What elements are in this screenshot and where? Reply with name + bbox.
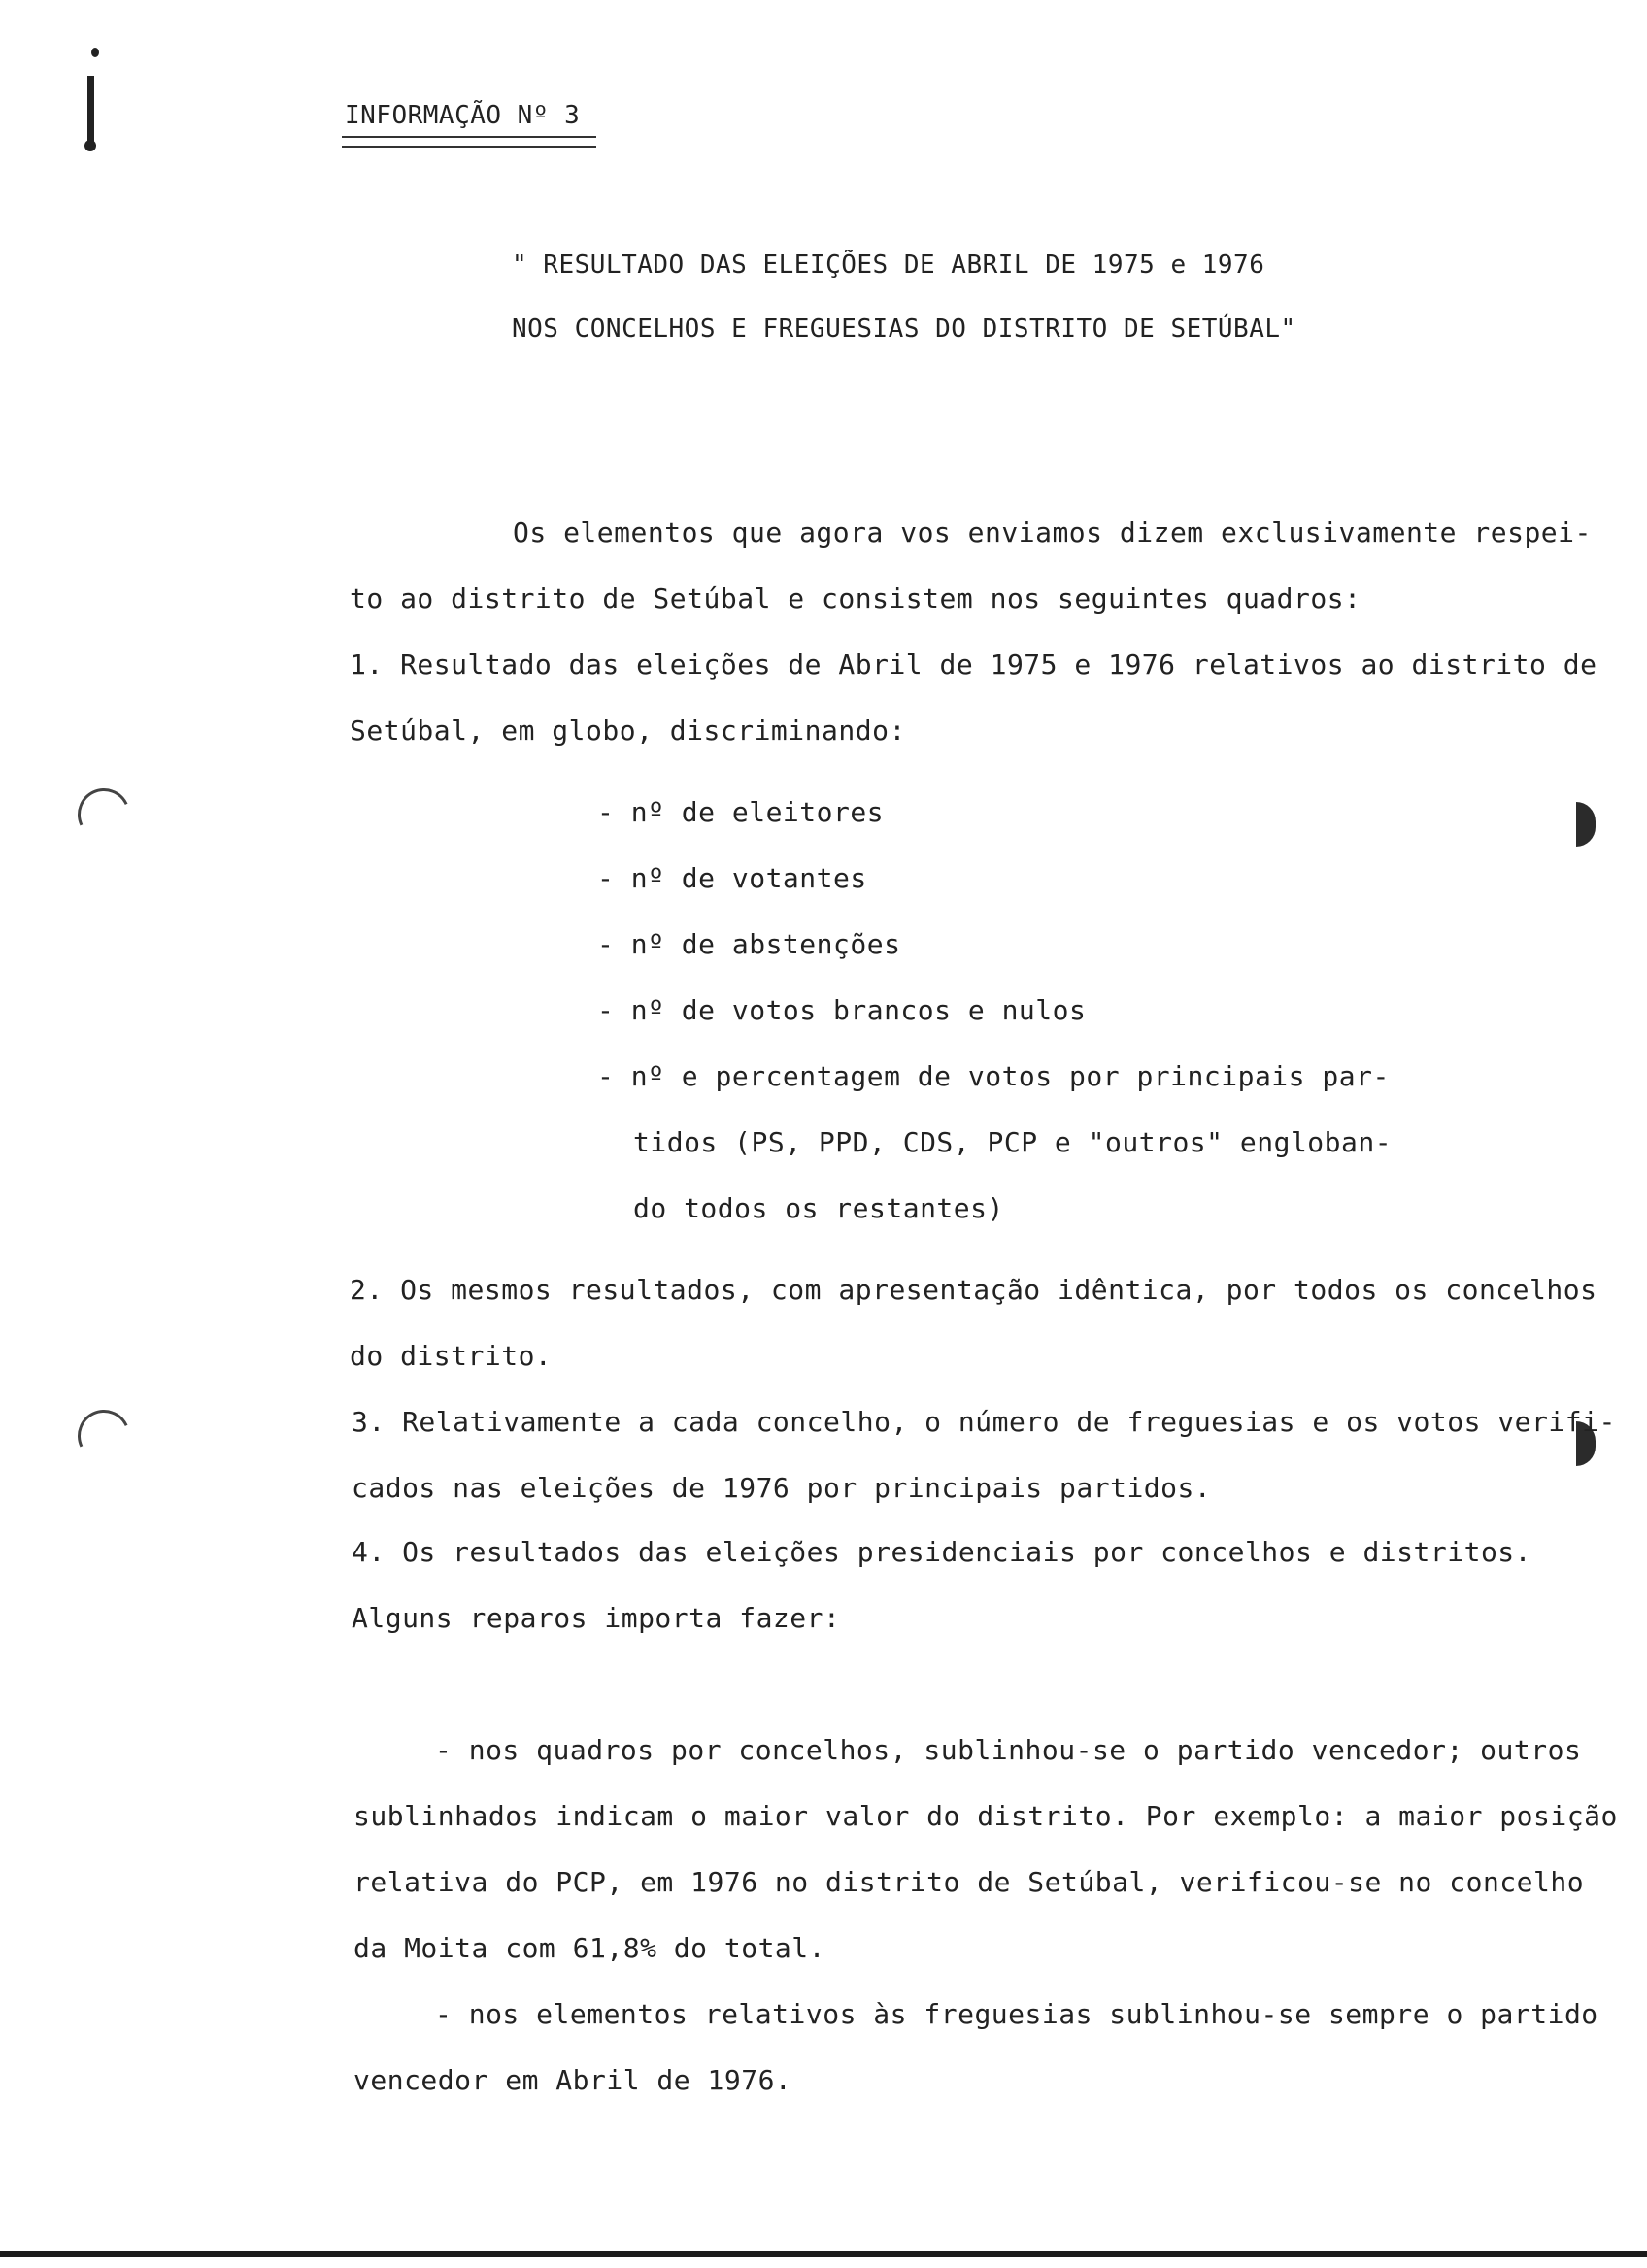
paragraph-intro-line-1: Os elementos que agora vos enviamos dizem exclusivamente respei- [513, 517, 1592, 549]
bullet-percentagem-partidos-cont-2: do todos os restantes) [633, 1192, 1004, 1224]
heading-underline-double [342, 146, 596, 148]
staple-mark [82, 47, 99, 153]
reparo-1-line-3: relativa do PCP, em 1976 no distrito de Setúbal, verificou-se no concelho [353, 1866, 1585, 1898]
reparo-1-line-1: - nos quadros por concelhos, sublinhou-se o partido vencedor; outros [435, 1734, 1582, 1766]
item-2-line-2: do distrito. [350, 1340, 553, 1372]
punch-hole-top [70, 781, 137, 848]
item-1-line-1: 1. Resultado das eleições de Abril de 1975 e 1976 relativos ao distrito de [350, 649, 1597, 681]
bullet-abstencoes: - nº de abstenções [597, 928, 901, 960]
paragraph-intro-line-2: to ao distrito de Setúbal e consistem nos seguintes quadros: [350, 583, 1361, 615]
item-4: 4. Os resultados das eleições presidenciais por concelhos e distritos. [352, 1536, 1532, 1568]
item-3-line-1: 3. Relativamente a cada concelho, o número de freguesias e os votos verifi- [352, 1406, 1616, 1438]
heading-underline [342, 136, 596, 138]
bullet-percentagem-partidos-cont-1: tidos (PS, PPD, CDS, PCP e "outros" engloban- [633, 1126, 1393, 1158]
item-1-line-2: Setúbal, em globo, discriminando: [350, 715, 906, 747]
document-heading: INFORMAÇÃO Nº 3 [345, 101, 581, 130]
reparos-intro: Alguns reparos importa fazer: [352, 1602, 841, 1634]
binder-mark-top [1576, 802, 1596, 847]
reparo-1-line-4: da Moita com 61,8% do total. [353, 1932, 826, 1964]
document-title-line-2: NOS CONCELHOS E FREGUESIAS DO DISTRITO DE SETÚBAL" [512, 315, 1296, 344]
bullet-percentagem-partidos: - nº e percentagem de votos por principais par- [597, 1060, 1390, 1092]
bullet-votantes: - nº de votantes [597, 862, 867, 894]
document-title-line-1: " RESULTADO DAS ELEIÇÕES DE ABRIL DE 1975 e 1976 [512, 250, 1265, 280]
item-2-line-1: 2. Os mesmos resultados, com apresentação idêntica, por todos os concelhos [350, 1274, 1597, 1306]
reparo-1-line-2: sublinhados indicam o maior valor do distrito. Por exemplo: a maior posição [353, 1800, 1618, 1832]
bottom-edge-rule [0, 2251, 1647, 2257]
reparo-2-line-2: vencedor em Abril de 1976. [353, 2064, 792, 2096]
reparo-2-line-1: - nos elementos relativos às freguesias sublinhou-se sempre o partido [435, 1998, 1598, 2030]
item-3-line-2: cados nas eleições de 1976 por principais partidos. [352, 1472, 1212, 1504]
bullet-eleitores: - nº de eleitores [597, 796, 885, 828]
punch-hole-bottom [70, 1402, 137, 1469]
bullet-votos-brancos-nulos: - nº de votos brancos e nulos [597, 994, 1087, 1026]
